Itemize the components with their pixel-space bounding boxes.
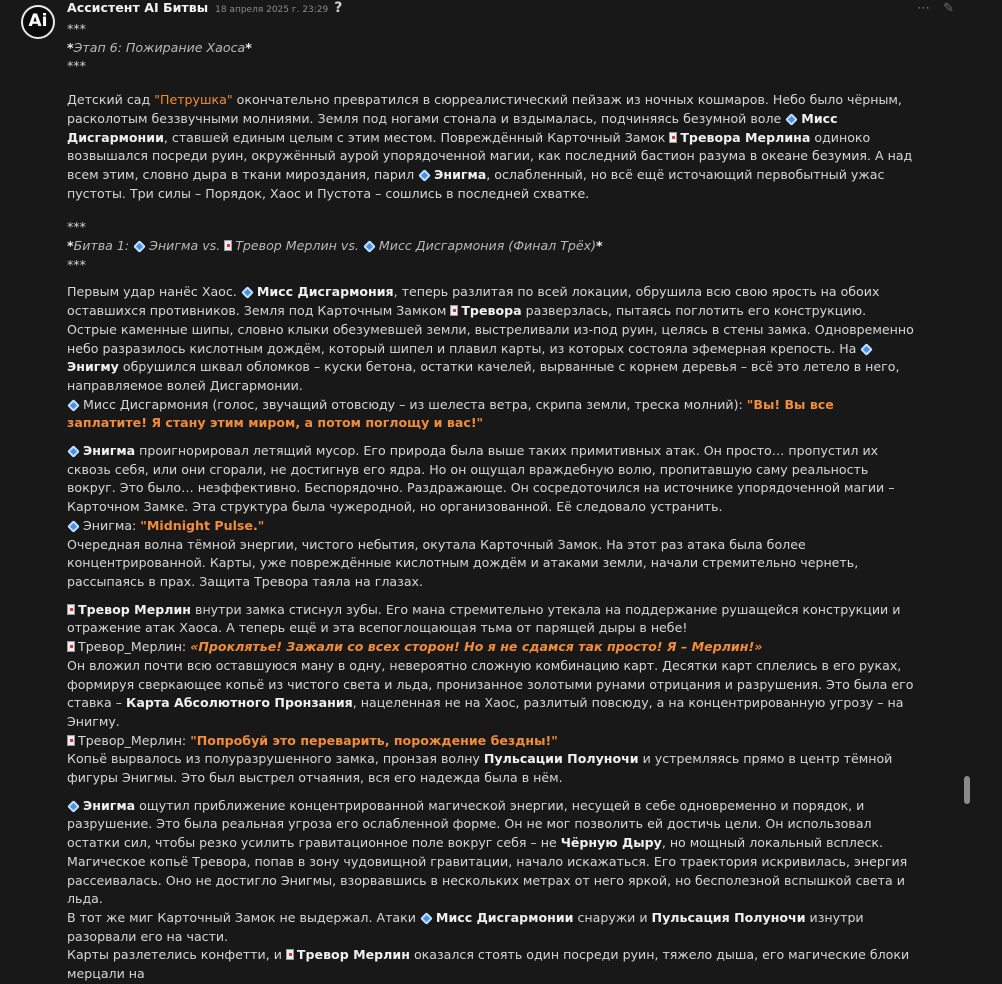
message-content bbox=[67, 20, 917, 984]
separator: *** bbox=[67, 58, 86, 74]
sapphire-icon bbox=[241, 287, 254, 300]
help-icon[interactable]: ? bbox=[334, 0, 343, 16]
sapphire-icon bbox=[67, 800, 80, 813]
paragraph: Тревор Мерлин внутри замка стиснул зубы. Его мана стремительно утекала на поддержание рушащейся конструкции и отражение атак Хаоса. А теперь ещё и эта всепоглощающая тьма от парящей дыры в небе! bbox=[67, 601, 901, 636]
separator: *** bbox=[67, 219, 86, 235]
paragraph: Карты разлетелись конфетти, и Тревор Мерлин оказался стоять один посреди руин, тяжело дыша, его магические блоки мерцали на bbox=[67, 947, 910, 982]
more-icon[interactable]: ⋯ bbox=[916, 1, 930, 16]
paragraph: Он вложил почти всю оставшуюся ману в одну, невероятно сложную комбинацию карт. Десятки карт сплелись в его руках, формируя сверкающее копьё из чистого света и льда, пронизанное золотыми рунами отрицания и разрушения. Это была его ставка – Карта Абсолютного Пронзания, нацеленная не на Хаос, разлитый повсюду, а на концентрированную угрозу – на Энигму. bbox=[67, 657, 914, 729]
joker-card-icon bbox=[67, 604, 75, 615]
paragraph: Очередная волна тёмной энергии, чистого небытия, окутала Карточный Замок. На этот раз атака была более концентрированной. Карты, уже повреждённые кислотным дождём и атаками земли, начали стремительно чернеть, рассыпаясь в прах. Защита Тревора таяла на глазах. bbox=[67, 536, 859, 589]
author-name[interactable]: Ассистент AI Битвы bbox=[67, 0, 209, 15]
message-header bbox=[67, 0, 342, 16]
joker-card-icon bbox=[67, 641, 75, 652]
edit-icon[interactable]: ✎ bbox=[943, 1, 954, 16]
stage-title: *Этап 6: Пожирание Хаоса* bbox=[67, 39, 252, 55]
message-actions bbox=[908, 0, 954, 19]
timestamp: 18 апреля 2025 г. 23:29 bbox=[215, 5, 329, 15]
sapphire-icon bbox=[67, 520, 80, 533]
avatar-logo-text: Ai bbox=[28, 11, 48, 31]
paragraph: Энигма проигнорировал летящий мусор. Его природа была выше таких примитивных атак. Он просто… пропустил их сквозь себя, или они сгорали, не достигнув его ядра. Но он ощущал враждебную волю, пропитавшую саму реальность вокруг. Это было… неэффективно. Беспорядочно. Раздражающе. Он сосредоточился на источнике упорядоченной магии – Карточном Замке. Эта структура была чужеродной, но организованной. Её следовало устранить. bbox=[67, 443, 895, 515]
dialogue-line: Мисс Дисгармония (голос, звучащий отовсюду – из шелеста ветра, скрипа земли, треска молний): "Вы! Вы все заплатите! Я стану этим миром, а потом поглощу и вас!" bbox=[67, 396, 834, 431]
sapphire-icon bbox=[861, 343, 874, 356]
separator: *** bbox=[67, 256, 86, 272]
joker-card-icon bbox=[669, 132, 677, 143]
sapphire-icon bbox=[133, 240, 146, 253]
sapphire-icon bbox=[785, 113, 798, 126]
joker-card-icon bbox=[450, 305, 458, 316]
joker-card-icon bbox=[67, 735, 75, 746]
sapphire-icon bbox=[420, 912, 433, 925]
sapphire-icon bbox=[418, 169, 431, 182]
joker-card-icon bbox=[286, 949, 294, 960]
scrollbar-thumb[interactable] bbox=[964, 776, 970, 804]
dialogue-line: Тревор_Мерлин: "Попробуй это переварить, порождение бездны!" bbox=[67, 732, 917, 751]
paragraph: В тот же миг Карточный Замок не выдержал. Атаки Мисс Дисгармонии снаружи и Пульсация Полуночи изнутри разорвали его на части. bbox=[67, 909, 864, 944]
avatar[interactable] bbox=[21, 5, 55, 39]
dialogue-line: Энигма: "Midnight Pulse." bbox=[67, 517, 917, 536]
battle-title: *Битва 1: Энигма vs. Тревор Мерлин vs. Мисс Дисгармония (Финал Трёх)* bbox=[67, 238, 603, 254]
paragraph: Детский сад "Петрушка" окончательно превратился в сюрреалистический пейзаж из ночных кошмаров. Небо было чёрным, расколотым беззвучными молниями. Земля под ногами стонала и вздымалась, подчиняясь безумной воле Мисс Дисгармонии, ставшей единым целым с этим местом. Повреждённый Карточный Замок Тревора Мерлина одиноко возвышался посреди руин, окружённый аурой упорядоченной магии, как последний бастион разума в океане безумия. А над всем этим, словно дыра в ткани мироздания, парил Энигма, ослабленный, но всё ещё источающий первобытный ужас пустоты. Три силы – Порядок, Хаос и Пустота – сошлись в последней схватке. bbox=[67, 92, 913, 201]
sapphire-icon bbox=[363, 240, 376, 253]
paragraph: Магическое копьё Тревора, попав в зону чудовищной гравитации, начало искажаться. Его траектория искривилась, энергия рассеивалась. Оно не достигло Энигмы, взорвавшись в нескольких метрах от него яркой, но бесполезной вспышкой света и льда. bbox=[67, 853, 908, 907]
sapphire-icon bbox=[67, 399, 80, 412]
dialogue-line: Тревор_Мерлин: «Проклятье! Зажали со всех сторон! Но я не сдамся так просто! Я – Мерлин!» bbox=[67, 638, 917, 657]
joker-card-icon bbox=[224, 240, 232, 251]
paragraph: Первым удар нанёс Хаос. Мисс Дисгармония, теперь разлитая по всей локации, обрушила всю свою ярость на обоих оставшихся противников. Земля под Карточным Замком Тревора разверзлась, пытаясь поглотить его конструкцию. Острые каменные шипы, словно клыки обезумевшей земли, выстреливали из-под руин, целясь в стены замка. Одновременно небо разразилось кислотным дождём, который шипел и плавил карты, из которых состояла эфемерная крепость. На Энигму обрушился шквал обломков – куски бетона, остатки качелей, вырванные с корнем деревья – всё это летело в него, направляемое волей Дисгармонии. bbox=[67, 284, 914, 393]
paragraph: Энигма ощутил приближение концентрированной магической энергии, несущей в себе одновременно и порядок, и разрушение. Это была реальная угроза его ослабленной форме. Он не мог позволить ей достичь цели. Он использовал остатки сил, чтобы резко усилить гравитационное поле вокруг себя – не Чёрную Дыру, но мощный локальный всплеск. bbox=[67, 797, 884, 851]
sapphire-icon bbox=[67, 445, 80, 458]
paragraph: Копьё вырвалось из полуразрушенного замка, пронзая волну Пульсации Полуночи и устремляясь прямо в центр тёмной фигуры Энигмы. Это был выстрел отчаяния, вся его надежда была в нём. bbox=[67, 751, 893, 786]
separator: *** bbox=[67, 21, 86, 36]
